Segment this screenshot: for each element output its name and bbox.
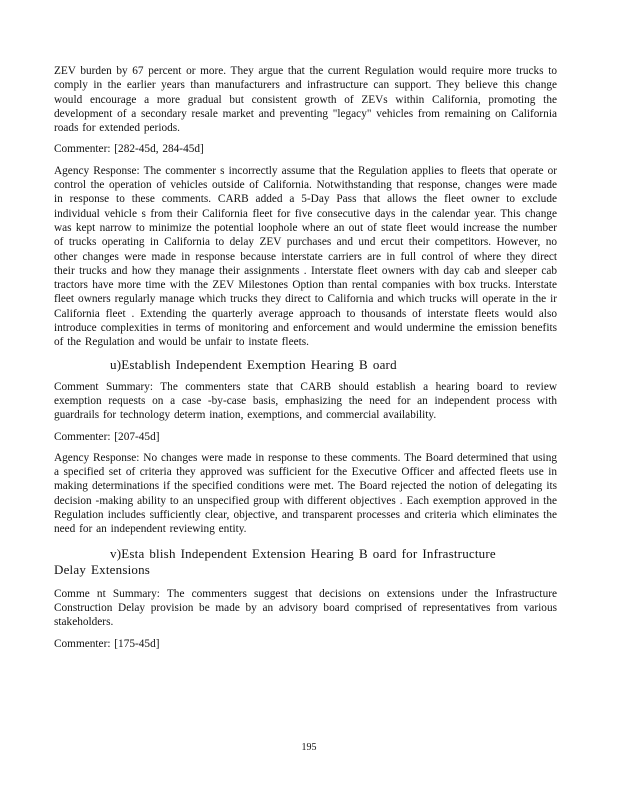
agency-response: Agency Response: The commenter s incorrectly assume that the Regulation applies to fleets that operate or control the operation of vehicles outside of California. Notwithstanding that response, changes were made in response to these comments. CARB added a 5-Day Pass that allows the fleet owner to exclude individual vehicle s from their California fleet for five consecutive days in the calendar year. This change was kept narrow to minimize the potential loophole where an out of state fleet would increase the number of trucks operating in California to delay ZEV purchases and und ercut their competitors. However, no other changes were made in response because interstate carriers are in full control of where they direct their trucks and how they manage their assignments . Interstate fleet owners with day cab and sleeper cab tractors have more time with the ZEV Milestones Option than rental companies with box trucks. Interstate fleet owners regularly manage which trucks they direct to California and which trucks will operate in the ir California fleet . Extending the quarterly average approach to thousands of interstate fleets would also introduce complexities in terms of monitoring and enforcement and would undermine the emission benefits of the Regulation and would be unfair to instate fleets. [54, 164, 557, 349]
continued-paragraph: ZEV burden by 67 percent or more. They argue that the current Regulation would require more trucks to comply in the earlier years than manufacturers and infrastructure can support. They believe this change would encourage a more gradual but consistent growth of ZEVs within California, promoting the development of a secondary resale market and preventing "legacy" vehicles from remaining on California roads for extended periods. [54, 65, 557, 135]
section-heading-v-line-2: Delay Extensions [54, 561, 151, 577]
section-heading-v-line-1: v)Esta blish Independent Extension Hearing B oard for Infrastructure [110, 545, 496, 561]
agency-response: Agency Response: No changes were made in response to these comments. The Board determined that using a specified set of criteria they approved was sufficient for the Executive Officer and affected fleets use in making determinations if the specified conditions were met. The Board rejected the notion of delegating its decision -making ability to an unspecified group with different objectives . Each exemption approved in the Regulation includes sufficiently clear, objective, and transparent processes and criteria which eliminates the need for an independent reviewing entity. [54, 451, 557, 536]
commenter-line: Commenter: [175-45d] [54, 637, 160, 650]
page-content [54, 64, 557, 651]
section-heading-u: u)Establish Independent Exemption Hearing B oard [110, 356, 397, 372]
comment-summary: Comme nt Summary: The commenters suggest that decisions on extensions under the Infrastructure Construction Delay provision be made by an advisory board comprised of representatives from various stakeholders. [54, 587, 557, 629]
commenter-line: Commenter: [207-45d] [54, 430, 160, 443]
commenter-line: Commenter: [282-45d, 284-45d] [54, 143, 204, 156]
comment-summary: Comment Summary: The commenters state that CARB should establish a hearing board to review exemption requests on a case -by-case basis, emphasizing the need for an independent process with guardrails for technology determ ination, exemptions, and commercial availability. [54, 380, 557, 422]
page-number: 195 [301, 742, 317, 753]
